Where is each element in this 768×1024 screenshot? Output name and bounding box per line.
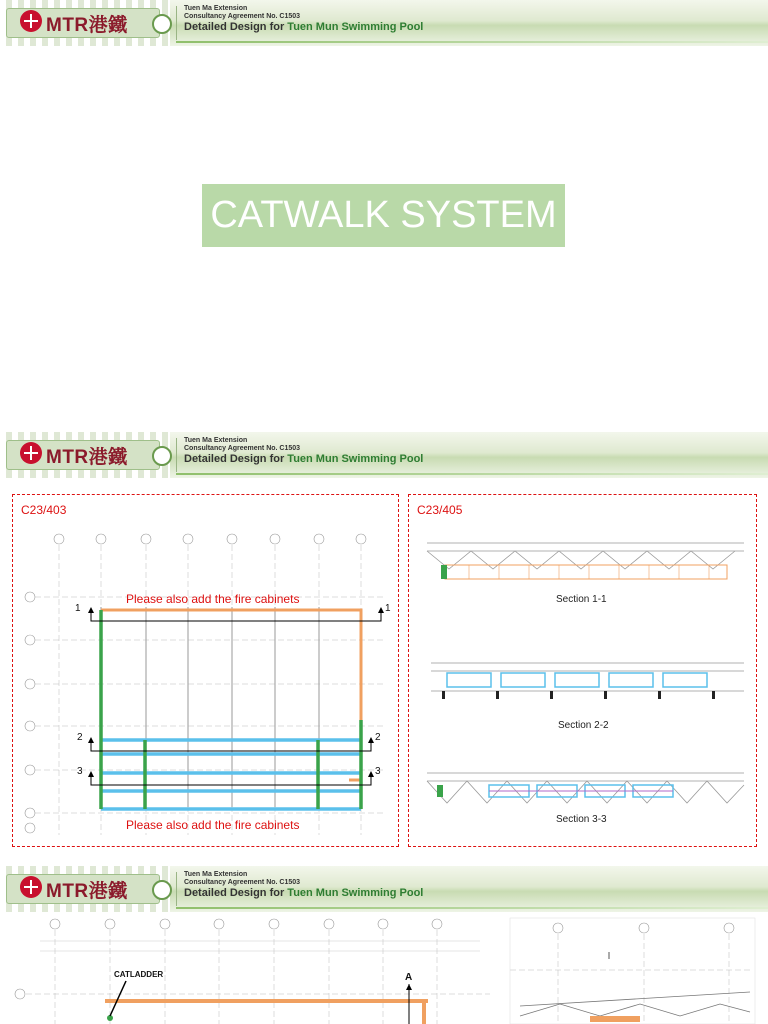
mtr-logo-text: MTR港鐵: [46, 447, 128, 468]
slide-3: [0, 866, 768, 1024]
section-mark-1-right: 1: [385, 603, 391, 614]
header-line-3: Detailed Design for Tuen Mun Swimming Pool: [184, 21, 424, 33]
mtr-logo-text: MTR港鐵: [46, 15, 128, 36]
drawing-ref-label: C23/405: [417, 503, 463, 517]
header-line-2: Consultancy Agreement No. C1503: [184, 13, 301, 20]
sections-panel: [408, 494, 757, 847]
title-box: [202, 184, 565, 247]
section-mark-a: A: [405, 972, 413, 983]
header-line-1: Tuen Ma Extension: [184, 437, 248, 444]
section-mark-1-left: 1: [75, 603, 81, 614]
catwalk-plan-drawing: [13, 495, 400, 848]
plan-panel: [12, 494, 399, 847]
magnifier-icon: [152, 446, 172, 466]
fire-cabinet-note-top: Please also add the fire cabinets: [126, 592, 300, 606]
section-2-2-label: Section 2-2: [558, 720, 609, 731]
header-line-1: Tuen Ma Extension: [184, 871, 248, 878]
slide-title: CATWALK SYSTEM: [210, 194, 557, 236]
catladder-plan-drawing: [0, 866, 768, 1024]
section-mark-2-left: 2: [77, 732, 83, 743]
header-line-1: Tuen Ma Extension: [184, 5, 248, 12]
slide-header: [0, 0, 768, 46]
mtr-logo-icon: [20, 442, 42, 464]
drawing-ref-label: C23/403: [21, 503, 67, 517]
magnifier-icon: [152, 14, 172, 34]
section-mark-3-right: 3: [375, 766, 381, 777]
section-mark-3-left: 3: [77, 766, 83, 777]
header-separator: [176, 438, 177, 472]
section-drawings: [409, 495, 758, 848]
slide-header: [0, 432, 768, 478]
section-mark-2-right: 2: [375, 732, 381, 743]
header-line-2: Consultancy Agreement No. C1503: [184, 445, 301, 452]
section-3-3-label: Section 3-3: [556, 814, 607, 825]
header-line-2: Consultancy Agreement No. C1503: [184, 879, 301, 886]
catladder-label: CATLADDER: [114, 970, 164, 979]
header-rule: [176, 473, 768, 475]
header-separator: [176, 6, 177, 40]
header-line-3: Detailed Design for Tuen Mun Swimming Pool: [184, 887, 424, 899]
fire-cabinet-note-bottom: Please also add the fire cabinets: [126, 818, 300, 832]
header-rule: [176, 41, 768, 43]
slide-2: [0, 432, 768, 857]
slide-1: [0, 0, 768, 420]
mtr-logo-text: MTR港鐵: [46, 881, 128, 902]
mtr-logo-icon: [20, 10, 42, 32]
section-1-1-label: Section 1-1: [556, 594, 607, 605]
header-line-3: Detailed Design for Tuen Mun Swimming Pool: [184, 453, 424, 465]
